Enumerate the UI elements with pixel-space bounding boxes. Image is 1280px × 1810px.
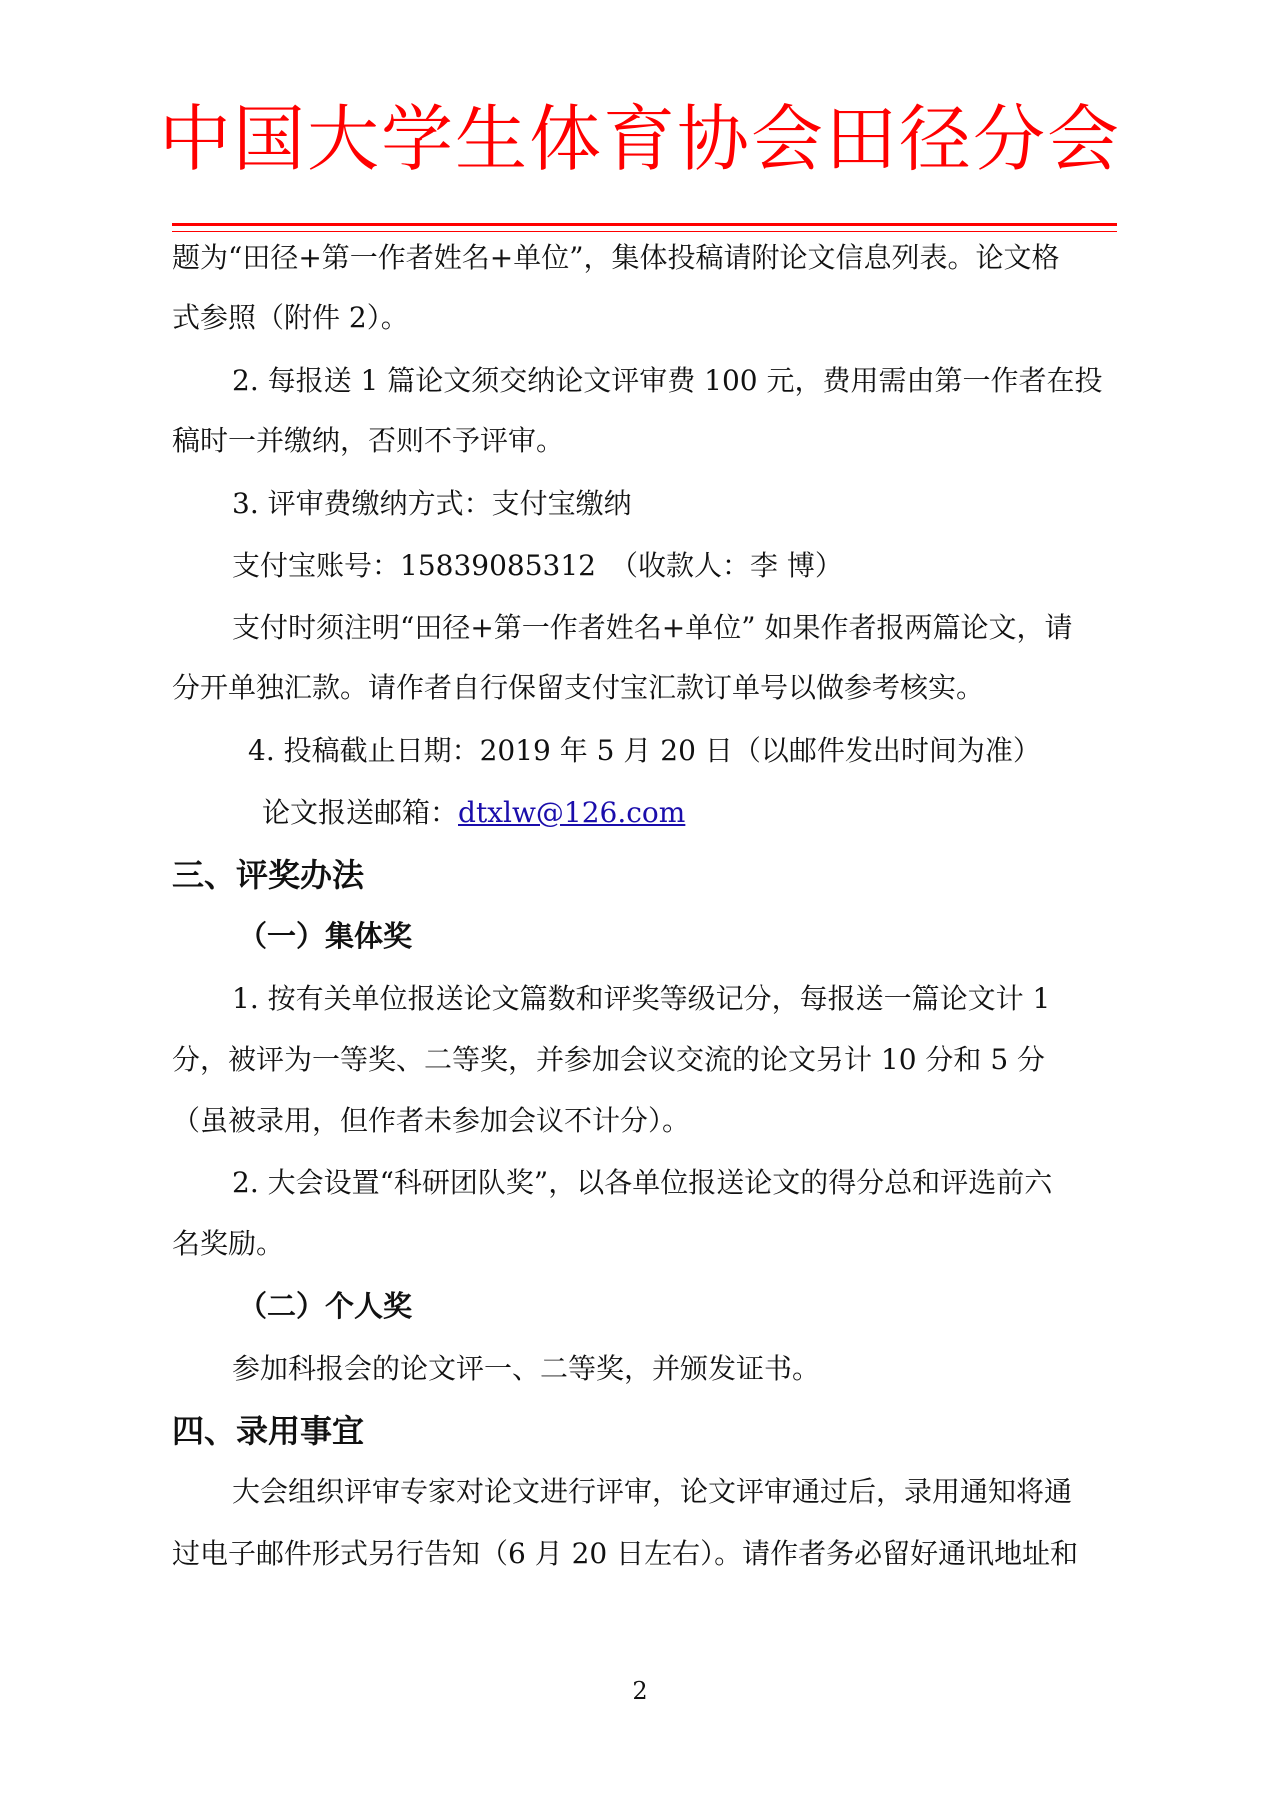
paragraph-line: 2. 大会设置“科研团队奖”，以各单位报送论文的得分总和评选前六	[232, 1166, 1053, 1199]
section-heading: 四、录用事宜	[172, 1412, 365, 1450]
header-rule-thin	[172, 231, 1117, 232]
page-number: 2	[632, 1677, 648, 1705]
paragraph-line: 过电子邮件形式另行告知（6 月 20 日左右）。请作者务必留好通讯地址和	[172, 1537, 1079, 1570]
paragraph-line: 参加科报会的论文评一、二等奖，并颁发证书。	[232, 1352, 821, 1385]
paragraph-line: 1. 按有关单位报送论文篇数和评奖等级记分，每报送一篇论文计 1	[232, 982, 1051, 1015]
header-rule-thick	[172, 223, 1117, 226]
paragraph-line: 分开单独汇款。请作者自行保留支付宝汇款订单号以做参考核实。	[172, 671, 985, 704]
organization-title: 中国大学生体育协会田径分会	[158, 97, 1121, 181]
paragraph-line: （虽被录用，但作者未参加会议不计分）。	[172, 1104, 691, 1137]
paragraph-line: 式参照（附件 2）。	[172, 301, 409, 334]
paragraph-line: 支付时须注明“田径+第一作者姓名+单位” 如果作者报两篇论文，请	[232, 611, 1073, 644]
email-link[interactable]: dtxlw@126.com	[458, 796, 686, 829]
subsection-heading: （二）个人奖	[238, 1289, 413, 1323]
email-label: 论文报送邮箱：	[262, 796, 459, 829]
paragraph-line: 4. 投稿截止日期：2019 年 5 月 20 日（以邮件发出时间为准）	[248, 734, 1041, 767]
paragraph-line: 支付宝账号：15839085312 （收款人：李 博）	[232, 549, 843, 582]
paragraph-line: 分，被评为一等奖、二等奖，并参加会议交流的论文另计 10 分和 5 分	[172, 1043, 1046, 1076]
paragraph-line: 3. 评审费缴纳方式：支付宝缴纳	[232, 487, 632, 520]
section-heading: 三、评奖办法	[172, 856, 365, 894]
paragraph-line: 大会组织评审专家对论文进行评审，论文评审通过后，录用通知将通	[232, 1475, 1073, 1508]
subsection-heading: （一）集体奖	[238, 919, 413, 953]
paragraph-line: 题为“田径+第一作者姓名+单位”，集体投稿请附论文信息列表。论文格	[172, 241, 1060, 274]
paragraph-line: 2. 每报送 1 篇论文须交纳论文评审费 100 元，费用需由第一作者在投	[232, 364, 1103, 397]
email-line	[262, 793, 685, 833]
paragraph-line: 稿时一并缴纳，否则不予评审。	[172, 424, 565, 457]
paragraph-line: 名奖励。	[172, 1227, 285, 1260]
